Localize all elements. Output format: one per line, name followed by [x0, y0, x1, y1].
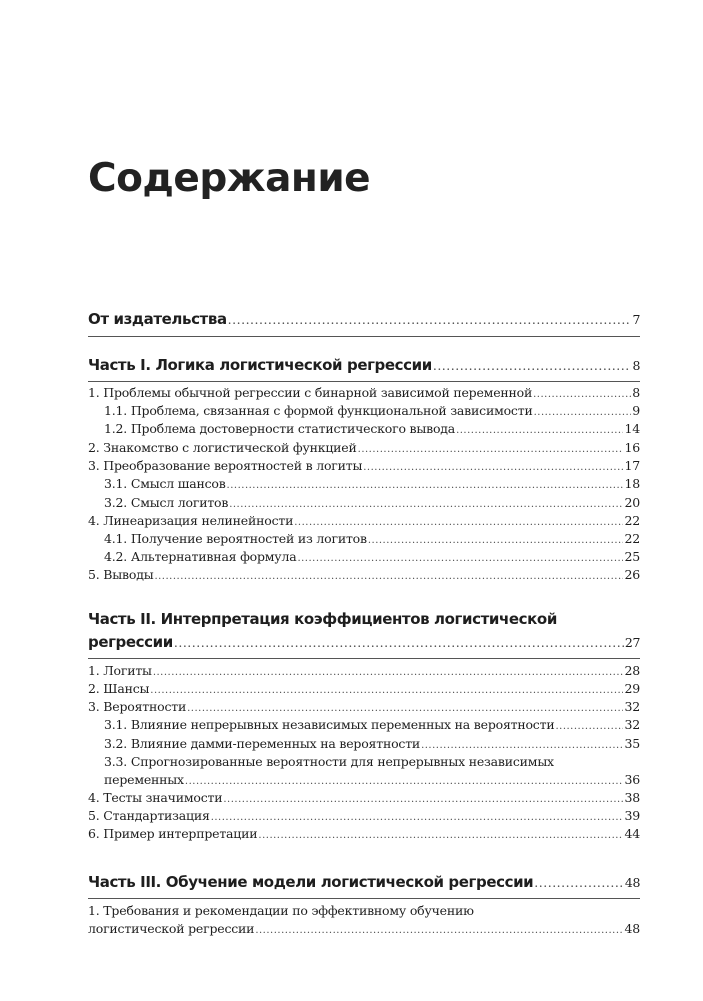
toc-entry-label: 4.2. Альтернативная формула [104, 549, 297, 564]
dot-leader [228, 312, 632, 327]
toc-page-number: 44 [624, 826, 640, 841]
toc-page-number: 32 [624, 717, 640, 732]
toc-entry-label: 4.1. Получение вероятностей из логитов [104, 531, 367, 546]
toc-page-number: 9 [632, 403, 640, 418]
toc-page-number: 18 [624, 476, 640, 491]
toc-subentry[interactable] [88, 736, 640, 751]
toc-subentry[interactable] [88, 421, 640, 436]
toc-page-number: 8 [632, 358, 640, 373]
dot-leader [456, 425, 623, 436]
toc-entry-label: 6. Пример интерпретации [88, 826, 258, 841]
toc-page-number: 26 [624, 567, 640, 582]
toc-page-number: 29 [624, 681, 640, 696]
toc-page-number: 32 [624, 699, 640, 714]
toc-entry-label: От издательства [88, 310, 227, 328]
toc-page-number: 25 [624, 549, 640, 564]
toc-part-1[interactable] [88, 356, 640, 374]
toc-page-number: 8 [632, 385, 640, 400]
toc-entry[interactable] [88, 385, 640, 400]
toc-subentry-line1: 3.3. Спрогнозированные вероятности для непрерывных независимых [104, 754, 554, 769]
dot-leader [555, 721, 623, 732]
dot-leader [229, 499, 623, 510]
toc-page-number: 7 [632, 312, 640, 327]
toc-entry[interactable] [88, 808, 640, 823]
dot-leader [258, 830, 623, 841]
dot-leader [433, 358, 632, 373]
toc-subentry[interactable] [88, 531, 640, 546]
toc-entry-label: 3.1. Смысл шансов [104, 476, 226, 491]
toc-page-number: 38 [624, 790, 640, 805]
toc-entry-label: логистической регрессии [88, 921, 255, 936]
toc-entry[interactable] [88, 663, 640, 678]
toc-entry[interactable] [88, 513, 640, 528]
toc-entry-label: 2. Знакомство с логистической функцией [88, 440, 357, 455]
toc-entry-label: Часть I. Логика логистической регрессии [88, 356, 432, 374]
dot-leader [154, 571, 623, 582]
toc-entry[interactable] [88, 790, 640, 805]
dot-leader [297, 553, 623, 564]
toc-page-number: 48 [624, 921, 640, 936]
toc-entry-label: 3.1. Влияние непрерывных независимых переменных на вероятности [104, 717, 555, 732]
toc-page-number: 16 [624, 440, 640, 455]
toc-subentry[interactable] [88, 549, 640, 564]
dot-leader [421, 740, 623, 751]
toc-part-3[interactable] [88, 873, 640, 891]
toc-entry-label: 4. Тесты значимости [88, 790, 223, 805]
divider [88, 898, 640, 899]
toc-subentry[interactable] [88, 495, 640, 510]
toc-page-number: 36 [624, 772, 640, 787]
toc-entry[interactable] [88, 921, 640, 936]
dot-leader [150, 685, 623, 696]
toc-entry-label: 3. Преобразование вероятностей в логиты [88, 458, 363, 473]
toc-entry-label: 3.2. Смысл логитов [104, 495, 229, 510]
dot-leader [533, 389, 631, 400]
dot-leader [358, 444, 624, 455]
toc-entry-label: 1.2. Проблема достоверности статистического вывода [104, 421, 456, 436]
toc-entry-label: переменных [104, 772, 184, 787]
toc-entry-label: 1. Проблемы обычной регрессии с бинарной зависимой переменной [88, 385, 533, 400]
toc-entry-label: Часть III. Обучение модели логистической регрессии [88, 873, 534, 891]
dot-leader [187, 703, 623, 714]
toc-subentry[interactable] [88, 717, 640, 732]
dot-leader [363, 462, 623, 473]
dot-leader [534, 407, 632, 418]
toc-subentry[interactable] [88, 476, 640, 491]
toc-entry[interactable] [88, 826, 640, 841]
dot-leader [368, 535, 624, 546]
toc-page-number: 28 [624, 663, 640, 678]
toc-entry[interactable] [88, 458, 640, 473]
dot-leader [211, 812, 624, 823]
toc-entry[interactable] [88, 440, 640, 455]
page-title: Содержание [88, 156, 371, 201]
toc-page-number: 14 [624, 421, 640, 436]
toc-subentry[interactable] [88, 403, 640, 418]
toc-entry[interactable] [88, 699, 640, 714]
toc-page-number: 39 [624, 808, 640, 823]
toc-entry-label: 5. Выводы [88, 567, 154, 582]
dot-leader [255, 925, 623, 936]
toc-entry-label: 2. Шансы [88, 681, 150, 696]
toc-page-number: 20 [624, 495, 640, 510]
toc-entry-label: 3. Вероятности [88, 699, 187, 714]
dot-leader [185, 776, 624, 787]
toc-page-number: 22 [624, 531, 640, 546]
divider [88, 658, 640, 659]
toc-entry-label: 4. Линеаризация нелинейности [88, 513, 294, 528]
toc-entry-publisher[interactable] [88, 310, 640, 328]
toc-entry-label: 3.2. Влияние дамми-переменных на вероятности [104, 736, 421, 751]
dot-leader [174, 635, 624, 650]
divider [88, 336, 640, 337]
toc-page-number: 35 [624, 736, 640, 751]
toc-entry-label: регрессии [88, 633, 173, 651]
toc-subentry[interactable] [88, 772, 640, 787]
toc-page-number: 22 [624, 513, 640, 528]
toc-part-2[interactable] [88, 633, 640, 651]
dot-leader [223, 794, 623, 805]
toc-page-number: 17 [624, 458, 640, 473]
divider [88, 381, 640, 382]
toc-entry[interactable] [88, 681, 640, 696]
toc-page-number: 48 [624, 875, 640, 890]
toc-entry[interactable] [88, 567, 640, 582]
toc-part-2-line1: Часть II. Интерпретация коэффициентов логистической [88, 610, 557, 628]
toc-entry-label: 1.1. Проблема, связанная с формой функциональной зависимости [104, 403, 533, 418]
toc-entry-line1: 1. Требования и рекомендации по эффективному обучению [88, 903, 474, 918]
toc-entry-label: 1. Логиты [88, 663, 152, 678]
dot-leader [227, 480, 624, 491]
dot-leader [153, 667, 624, 678]
dot-leader [294, 517, 623, 528]
toc-entry-label: 5. Стандартизация [88, 808, 210, 823]
toc-page-number: 27 [624, 635, 640, 650]
dot-leader [534, 875, 624, 890]
